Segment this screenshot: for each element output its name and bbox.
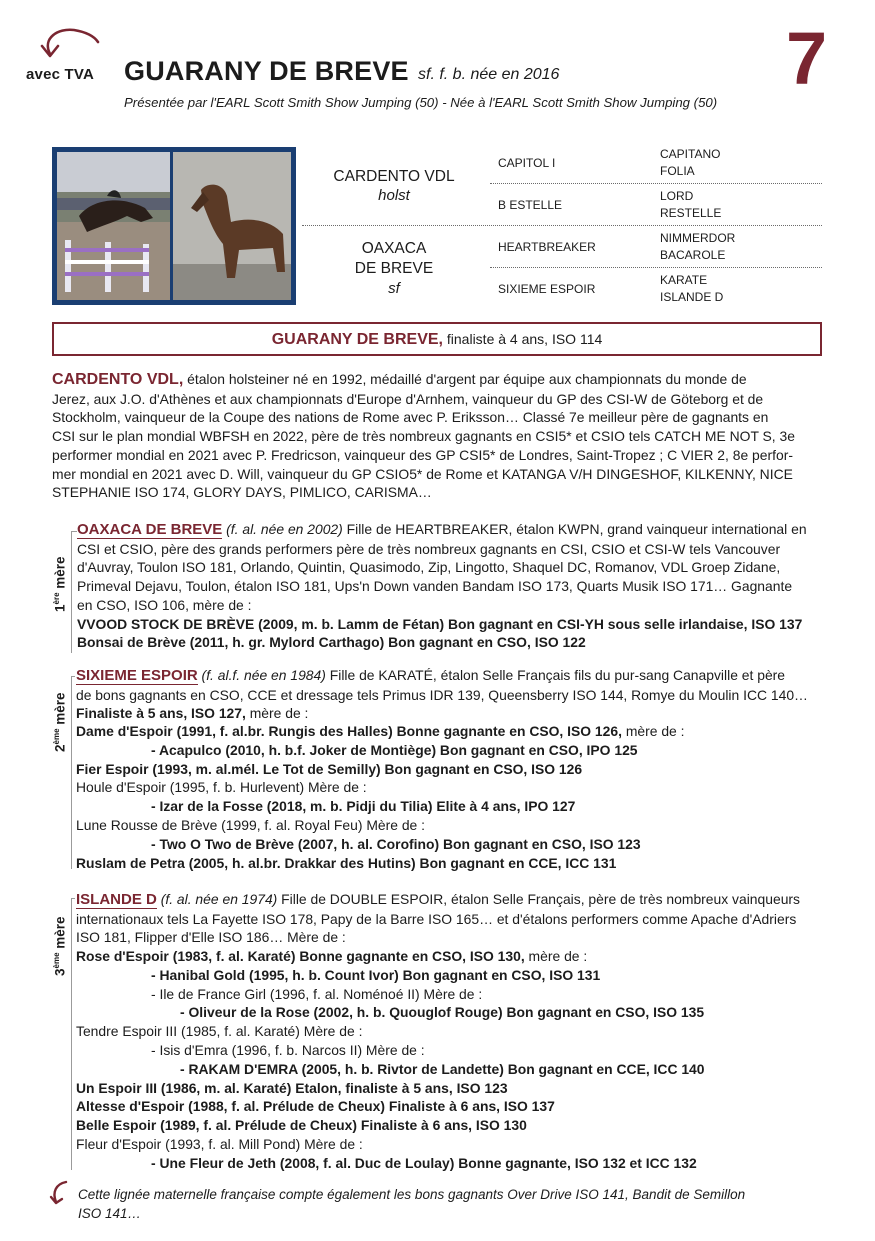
produce-text: Lune Rousse de Brève (1999, f. al. Royal Feu) Mère de :	[76, 816, 425, 833]
produce-line	[76, 1041, 705, 1060]
ggp-2a: LORD	[660, 189, 694, 203]
granddam-maternal: SIXIEME ESPOIR	[498, 282, 596, 296]
presented-by: Présentée par l'EARL Scott Smith Show Jumping (50) - Née à l'EARL Scott Smith Show Jumping (50)	[124, 95, 718, 110]
ggp-1a: CAPITANO	[660, 147, 721, 161]
sire-para-name: CARDENTO VDL,	[52, 371, 184, 388]
produce-line	[76, 1097, 705, 1116]
pedigree-divider	[302, 225, 822, 226]
sire-para-line: STEPHANIE ISO 174, GLORY DAYS, PIMLICO, CARISMA…	[52, 484, 432, 501]
generation-label-2: 2ème mère	[52, 692, 68, 752]
sire-para-line: mer mondial en 2021 avec D. Will, vainqueur du GP CSIO5* de Rome et KATANGA V/H DINGESHOF, KILKENNY, NICE	[52, 465, 793, 482]
second-dam-paragraph	[76, 666, 822, 723]
section-rule	[71, 531, 72, 653]
second-dam-line: Fille de KARATÉ, étalon Selle Français fils du pur-sang Canapville et père	[325, 667, 786, 683]
pedigree-divider	[490, 183, 822, 184]
sire-para-line: Jerez, aux J.O. d'Athènes et aux championnats d'Europe d'Arnhem, vainqueur du GP des CSI-W de Göteborg et de	[52, 390, 764, 407]
dam-name-line1: OAXACA	[361, 240, 427, 257]
jumping-photo	[52, 147, 175, 305]
horse-summary-box	[52, 322, 822, 356]
horse-photo	[173, 147, 296, 305]
grandsire-paternal: CAPITOL I	[498, 156, 556, 170]
first-dam-paragraph	[77, 520, 822, 652]
granddam-paternal: B ESTELLE	[498, 198, 563, 212]
section-rule	[71, 898, 72, 1170]
produce-bold: Un Espoir III (1986, m. al. Karaté) Etalon, finaliste à 5 ans, ISO 123	[76, 1079, 508, 1096]
produce-line	[76, 816, 685, 835]
sire-para-line: Stockholm, vainqueur de la Coupe des nations de Rome avec P. Eriksson… Classé 7e meilleur père de gagnants en	[52, 409, 769, 426]
first-dam-line: Primeval Dejavu, Toulon, étalon ISO 181, Ups'n Down vanden Bandam ISO 173, Quarts Musik ISO 171… Gagnante	[77, 578, 793, 595]
produce-line	[76, 778, 685, 797]
produce-line: Bonsai de Brève (2011, h. gr. Mylord Carthago) Bon gagnant en CSO, ISO 122	[77, 634, 586, 651]
produce-bold: Dame d'Espoir (1991, f. al.br. Rungis des Halles) Bonne gagnante en CSO, ISO 126,	[76, 723, 622, 739]
produce-bold: Rose d'Espoir (1983, f. al. Karaté) Bonne gagnante en CSO, ISO 130,	[76, 948, 525, 964]
ggp-4a: KARATE	[660, 273, 708, 287]
ggp-3b: BACAROLE	[660, 248, 726, 262]
generation-label-1: 1ère mère	[52, 556, 68, 612]
first-dam-line: Fille de HEARTBREAKER, étalon KWPN, grand vainqueur international en	[342, 521, 807, 537]
horse-name: GUARANY DE BREVE	[124, 56, 409, 86]
summary-horse-name: GUARANY DE BREVE,	[271, 331, 443, 348]
first-dam-line: d'Auvray, Toulon ISO 181, Orlando, Quintin, Quasimodo, Zip, Lingotto, Shaquel DC, Romanov, VDL Groep Zidane,	[77, 559, 781, 576]
produce-text: mère de :	[621, 723, 685, 739]
ggp-1b: FOLIA	[660, 164, 695, 178]
produce-line	[76, 985, 705, 1004]
produce-line	[76, 966, 705, 985]
dam-name-line2: DE BREVE	[354, 260, 434, 277]
ggp-3a: NIMMERDOR	[660, 231, 736, 245]
horse-description: sf. f. b. née en 2016	[418, 66, 560, 83]
sire-para-line: étalon holsteiner né en 1992, médaillé d'argent par équipe aux championnats du monde de	[183, 371, 747, 387]
generation-label-3: 3ème mère	[52, 916, 68, 976]
produce-bold: - Izar de la Fosse (2018, m. b. Pidji du Tilia) Elite à 4 ans, IPO 127	[151, 798, 576, 815]
sire-name: CARDENTO VDL	[333, 168, 455, 185]
second-dam-name: SIXIEME ESPOIR	[76, 667, 198, 684]
produce-bold: Fier Espoir (1993, m. al.mél. Le Tot de Semilly) Bon gagnant en CSO, ISO 126	[76, 760, 583, 777]
produce-text: mère de :	[524, 948, 588, 964]
produce-line	[76, 1154, 705, 1173]
vat-label: avec TVA	[26, 66, 95, 83]
third-dam-info: (f. al. née en 1974)	[156, 891, 278, 907]
ggp-4b: ISLANDE D	[660, 290, 724, 304]
third-dam-line: internationaux tels La Fayette ISO 178, Papy de la Barre ISO 165… et d'étalons performers comme Apache d'Adriers	[76, 910, 797, 927]
third-dam-name: ISLANDE D	[76, 891, 157, 908]
grandsire-maternal: HEARTBREAKER	[498, 240, 596, 254]
second-dam-finalist-rest: mère de :	[245, 705, 309, 722]
curved-arrow-icon	[48, 1178, 72, 1208]
produce-text: - Isis d'Emra (1996, f. b. Narcos II) Mère de :	[151, 1041, 425, 1058]
produce-bold: - Une Fleur de Jeth (2008, f. al. Duc de Loulay) Bonne gagnante, ISO 132 et ICC 132	[151, 1154, 697, 1171]
produce-text: - Ile de France Girl (1996, f. al. Noménoé II) Mère de :	[151, 985, 483, 1002]
second-dam-line: de bons gagnants en CSO, CCE et dressage tels Primus IDR 139, Queensberry ISO 144, Romye du Moulin ICC 140…	[76, 686, 808, 703]
produce-line	[76, 1135, 705, 1154]
produce-text: Houle d'Espoir (1995, f. b. Hurlevent) Mère de :	[76, 779, 367, 796]
produce-line	[76, 797, 685, 816]
produce-line	[76, 722, 685, 741]
produce-line	[76, 835, 685, 854]
second-dam-produce	[76, 722, 685, 872]
produce-bold: - RAKAM D'EMRA (2005, h. b. Rivtor de Landette) Bon gagnant en CCE, ICC 140	[180, 1060, 705, 1077]
produce-bold: - Hanibal Gold (1995, h. b. Count Ivor) Bon gagnant en CSO, ISO 131	[151, 966, 601, 983]
produce-bold: - Oliveur de la Rose (2002, h. b. Quouglof Rouge) Bon gagnant en CSO, ISO 135	[180, 1004, 705, 1021]
produce-line	[76, 854, 685, 873]
produce-bold: Belle Espoir (1989, f. al. Prélude de Cheux) Finaliste à 6 ans, ISO 130	[76, 1117, 527, 1134]
produce-line	[76, 1022, 705, 1041]
ggp-2b: RESTELLE	[660, 206, 722, 220]
produce-text: Fleur d'Espoir (1993, f. al. Mill Pond) Mère de :	[76, 1135, 363, 1152]
section-rule	[71, 676, 72, 869]
sire-para-line: CSI sur le plan mondial WBFSH en 2022, père de très nombreux gagnants en CSI5* et CSIO tels CATCH ME NOT S, 3e	[52, 428, 795, 445]
sire-breed: holst	[378, 187, 410, 204]
produce-line	[76, 947, 705, 966]
lot-number: 7	[786, 17, 828, 100]
produce-line	[76, 1116, 705, 1135]
produce-bold: Ruslam de Petra (2005, h. al.br. Drakkar des Hutins) Bon gagnant en CCE, ICC 131	[76, 854, 617, 871]
produce-line	[76, 760, 685, 779]
footer-note	[78, 1186, 823, 1223]
produce-line	[76, 741, 685, 760]
second-dam-info: (f. al.f. née en 1984)	[197, 667, 326, 683]
produce-bold: - Two O Two de Brève (2007, h. al. Corofino) Bon gagnant en CSO, ISO 123	[151, 835, 641, 852]
footer-line: ISO 141…	[78, 1205, 142, 1221]
first-dam-line: en CSO, ISO 106, mère de :	[77, 596, 252, 613]
first-dam-line: CSI et CSIO, père des grands performers père de très nombreux gagnants en CSI, CSIO et CSI-W tels Vancouver	[77, 540, 781, 557]
produce-line	[76, 1079, 705, 1098]
pedigree-divider	[490, 267, 822, 268]
produce-line	[76, 1060, 705, 1079]
sire-para-line: performer mondial en 2021 avec P. Fredricson, vainqueur des GP CSI5* de Londres, Saint-Tropez ; C VIER 2, 8e perfor-	[52, 446, 793, 463]
curved-arrow-icon	[36, 24, 106, 64]
produce-bold: Altesse d'Espoir (1988, f. al. Prélude de Cheux) Finaliste à 6 ans, ISO 137	[76, 1098, 555, 1115]
produce-line	[76, 1003, 705, 1022]
footer-line: Cette lignée maternelle française compte également les bons gagnants Over Drive ISO 141, Bandit de Semillon	[78, 1187, 746, 1202]
produce-bold: - Acapulco (2010, h. b.f. Joker de Montiège) Bon gagnant en CSO, IPO 125	[151, 741, 638, 758]
summary-text: finaliste à 4 ans, ISO 114	[443, 331, 603, 347]
produce-line: VVOOD STOCK DE BRÈVE (2009, m. b. Lamm de Fétan) Bon gagnant en CSI-YH sous selle irlandaise, ISO 137	[77, 615, 803, 632]
dam-breed: sf	[388, 280, 400, 297]
first-dam-info: (f. al. née en 2002)	[222, 521, 343, 537]
third-dam-produce	[76, 947, 705, 1173]
third-dam-line: Fille de DOUBLE ESPOIR, étalon Selle Français, père de très nombreux vainqueurs	[277, 891, 801, 907]
second-dam-finalist: Finaliste à 5 ans, ISO 127,	[76, 705, 246, 722]
first-dam-name: OAXACA DE BREVE	[77, 521, 223, 538]
third-dam-paragraph	[76, 890, 822, 947]
third-dam-line: ISO 181, Flipper d'Elle ISO 186… Mère de :	[76, 929, 346, 946]
sire-paragraph	[52, 370, 822, 502]
produce-text: Tendre Espoir III (1985, f. al. Karaté) Mère de :	[76, 1023, 363, 1040]
